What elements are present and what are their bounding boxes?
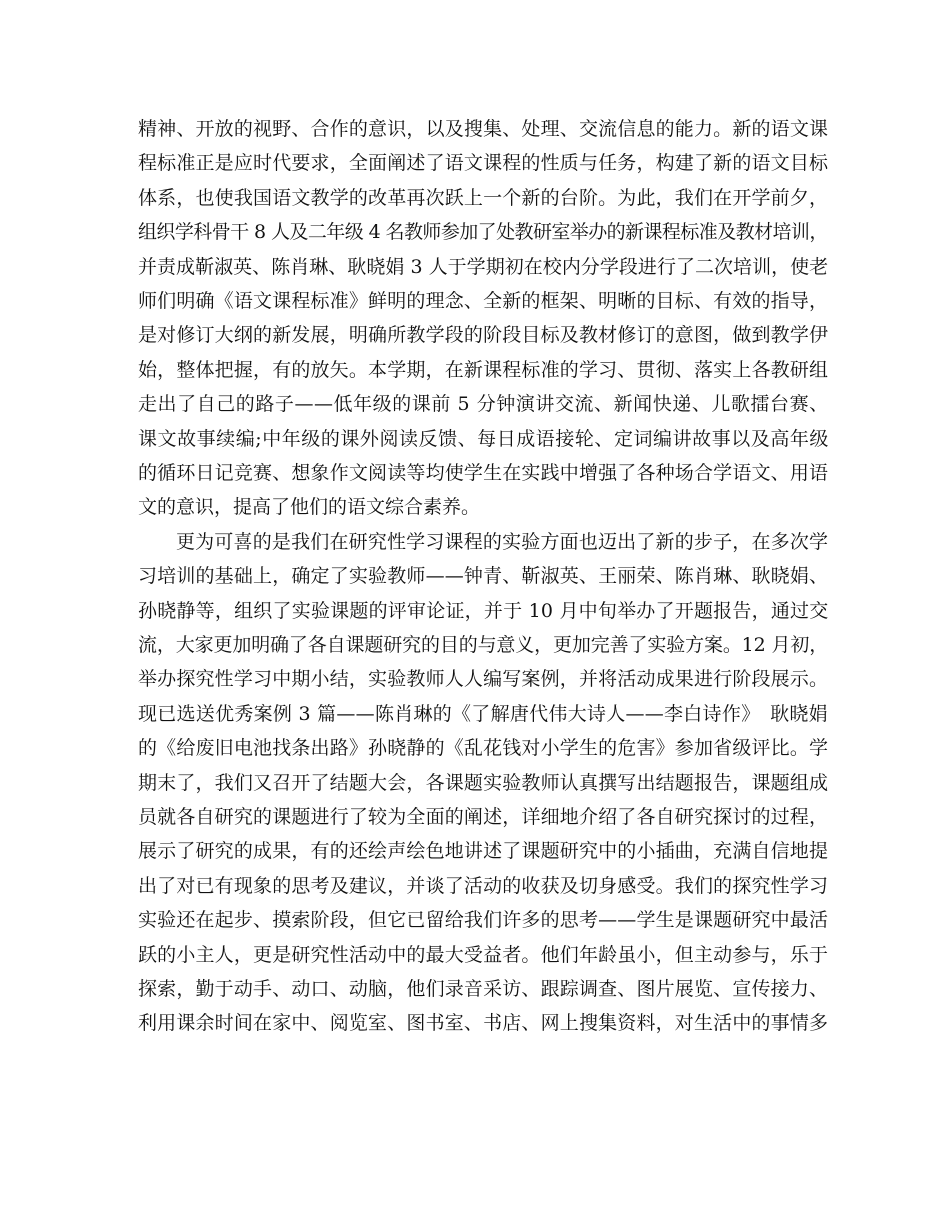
text-line: 探索，勤于动手、动口、动脑，他们录音采访、跟踪调查、图片展览、宣传接力、 (138, 978, 829, 1000)
text-line: 的《给废旧电池找条出路》孙晓静的《乱花钱对小学生的危害》参加省级评比。学 (138, 737, 829, 760)
text-line: 展示了研究的成果，有的还绘声绘色地讲述了课题研究中的小插曲，充满自信地提 (138, 840, 829, 863)
text-line: 程标准正是应时代要求，全面阐述了语文课程的性质与任务，构建了新的语文目标 (138, 152, 829, 175)
text-line: 期末了，我们又召开了结题大会，各课题实验教师认真撰写出结题报告，课题组成 (138, 771, 829, 794)
text-line: 始，整体把握，有的放矢。本学期，在新课程标准的学习、贯彻、落实上各教研组 (138, 358, 829, 381)
text-line: 实验还在起步、摸索阶段，但它已留给我们许多的思考——学生是课题研究中最活 (138, 909, 829, 932)
text-line: 走出了自己的路子——低年级的课前 5 分钟演讲交流、新闻快递、儿歌擂台赛、 (138, 393, 829, 416)
text-line: 的循环日记竞赛、想象作文阅读等均使学生在实践中增强了各种场合学语文、用语 (138, 462, 829, 484)
text-line: 现已选送优秀案例 3 篇——陈肖琳的《了解唐代伟大诗人——李白诗作》 耿晓娟 (138, 702, 828, 725)
text-line: 习培训的基础上，确定了实验教师——钟青、靳淑英、王丽荣、陈肖琳、耿晓娟、 (138, 565, 829, 588)
text-line: 组织学科骨干 8 人及二年级 4 名教师参加了处教研室举办的新课程标准及教材培训， (138, 221, 828, 244)
text-line: 跃的小主人，更是研究性活动中的最大受益者。他们年龄虽小，但主动参与，乐于 (138, 943, 829, 966)
text-line: 文的意识，提高了他们的语文综合素养。 (138, 496, 481, 519)
text-line: 举办探究性学习中期小结，实验教师人人编写案例，并将活动成果进行阶段展示。 (138, 668, 829, 691)
text-line: 孙晓静等，组织了实验课题的评审论证，并于 10 月中旬举办了开题报告，通过交 (138, 599, 829, 622)
text-line: 出了对已有现象的思考及建议，并谈了活动的收获及切身感受。我们的探究性学习 (138, 874, 829, 897)
text-line: 利用课余时间在家中、阅览室、图书室、书店、网上搜集资料，对生活中的事情多 (138, 1012, 829, 1035)
text-line: 体系，也使我国语文教学的改革再次跃上一个新的台阶。为此，我们在开学前夕， (138, 186, 829, 209)
text-line: 流，大家更加明确了各自课题研究的目的与意义，更加完善了实验方案。12 月初， (138, 634, 829, 656)
text-line: 精神、开放的视野、合作的意识，以及搜集、处理、交流信息的能力。新的语文课 (138, 118, 829, 140)
text-line: 课文故事续编;中年级的课外阅读反馈、每日成语接轮、定词编讲故事以及高年级 (138, 427, 829, 450)
text-line: 并责成靳淑英、陈肖琳、耿晓娟 3 人于学期初在校内分学段进行了二次培训，使老 (138, 255, 829, 278)
text-line: 师们明确《语文课程标准》鲜明的理念、全新的框架、明晰的目标、有效的指导， (138, 290, 829, 312)
text-line: 是对修订大纲的新发展，明确所教学段的阶段目标及教材修订的意图，做到教学伊 (138, 324, 829, 347)
text-line: 更为可喜的是我们在研究性学习课程的实验方面也迈出了新的步子，在多次学 (176, 530, 829, 553)
text-line: 员就各自研究的课题进行了较为全面的阐述，详细地介绍了各自研究探讨的过程， (138, 806, 829, 828)
